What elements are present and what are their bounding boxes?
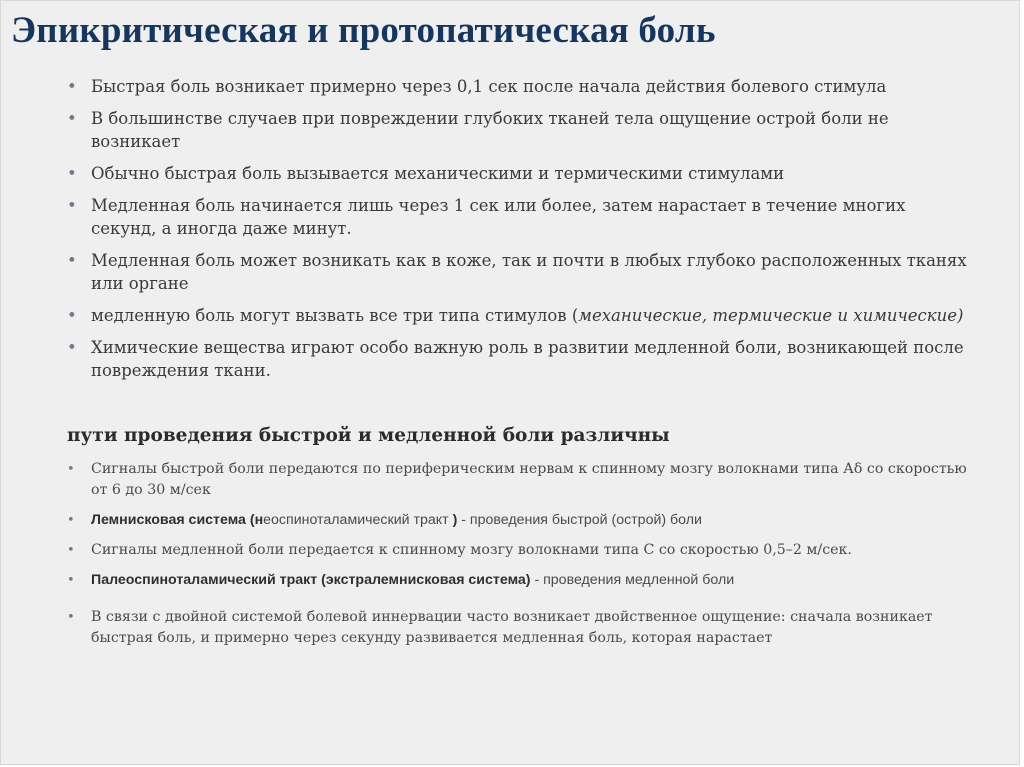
list-item: • Химические вещества играют особо важную роль в развитии медленной боли, возникающей после повреждения ткани. [67,336,967,382]
bold-text: Лемнисковая система (н [91,512,264,528]
list-item [67,510,967,531]
main-bullet-list [67,75,967,391]
item-text: - проведения медленной боли [530,572,735,588]
item-text: медленную боль могут вызвать все три типа стимулов ( [91,306,579,325]
list-item: • Сигналы быстрой боли передаются по периферическим нервам к спинному мозгу волокнами типа Аδ со скоростью от 6 до 30 м/сек [67,459,967,501]
item-text: еоспиноталамический тракт [263,512,453,528]
section-subheading: пути проведения быстрой и медленной боли различны [67,425,670,446]
list-item [67,304,967,327]
list-item: • Обычно быстрая боль вызывается механическими и термическими стимулами [67,162,967,185]
bold-text: Палеоспиноталамический тракт (экстралемнисковая система) [91,572,531,588]
item-text: - проведения быстрой (острой) боли [457,512,702,528]
slide-title: Эпикритическая и протопатическая боль [11,10,716,51]
list-item: • Медленная боль начинается лишь через 1 сек или более, затем нарастает в течение многих секунд, а иногда даже минут. [67,194,967,240]
bold-text: ) [452,512,458,528]
list-item: • Быстрая боль возникает примерно через 0,1 сек после начала действия болевого стимула [67,75,967,98]
list-item: • Медленная боль может возникать как в коже, так и почти в любых глубоко расположенных тканях или органе [67,249,967,295]
list-item [67,570,967,591]
secondary-bullet-list [67,459,967,649]
item-italic-text: механические, термические и химические) [578,306,964,325]
list-item: • В большинстве случаев при повреждении глубоких тканей тела ощущение острой боли не возникает [67,107,967,153]
list-item: • Сигналы медленной боли передается к спинному мозгу волокнами типа С со скоростью 0,5–2 м/сек. [67,540,967,561]
list-item: • В связи с двойной системой болевой иннервации часто возникает двойственное ощущение: сначала возникает быстрая боль, и примерно через секунду развивается медленная боль, которая нарастает [67,607,967,649]
